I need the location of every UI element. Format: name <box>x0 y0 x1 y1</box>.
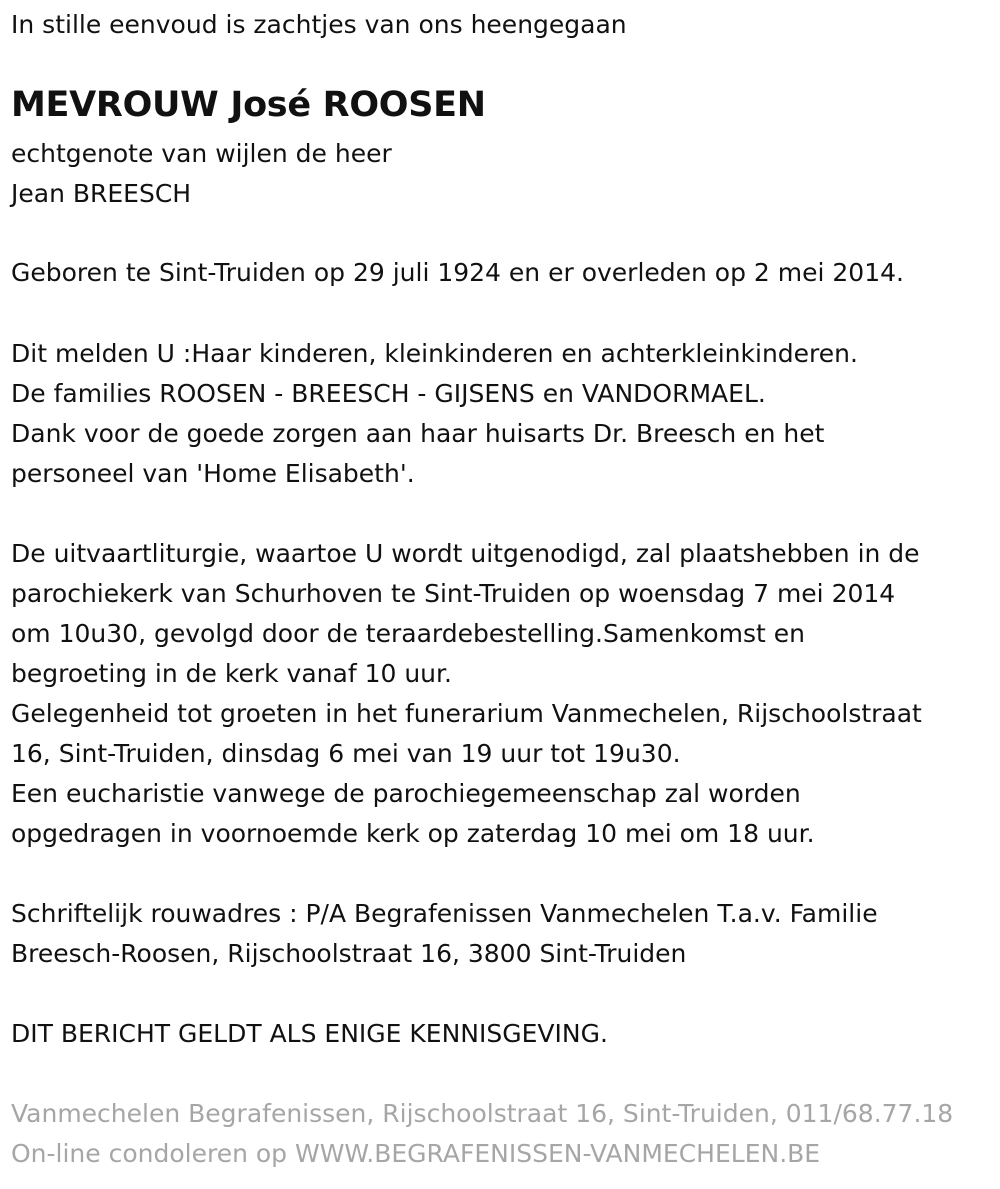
online-condolence-line: On-line condoleren op WWW.BEGRAFENISSEN-VANMECHELEN.BE <box>11 1139 821 1168</box>
funeral-line: opgedragen in voornoemde kerk op zaterdag 10 mei om 18 uur. <box>11 819 815 848</box>
funeral-line: De uitvaartliturgie, waartoe U wordt uitgenodigd, zal plaatshebben in de <box>11 539 920 568</box>
funeral-line: Een eucharistie vanwege de parochiegemeenschap zal worden <box>11 779 801 808</box>
address-line: Breesch-Roosen, Rijschoolstraat 16, 3800 Sint-Truiden <box>11 939 687 968</box>
family-line: Dank voor de goede zorgen aan haar huisarts Dr. Breesch en het <box>11 419 825 448</box>
family-section <box>11 334 858 494</box>
funeral-home-contact: Vanmechelen Begrafenissen, Rijschoolstraat 16, Sint-Truiden, 011/68.77.18 <box>11 1099 954 1128</box>
family-line: Dit melden U :Haar kinderen, kleinkinderen en achterkleinkinderen. <box>11 339 858 368</box>
deceased-name: MEVROUW José ROOSEN <box>11 85 486 125</box>
birth-death-line: Geboren te Sint-Truiden op 29 juli 1924 en er overleden op 2 mei 2014. <box>11 258 904 287</box>
funeral-home-footer <box>11 1094 953 1174</box>
funeral-section <box>11 534 922 854</box>
sole-notice-line: DIT BERICHT GELDT ALS ENIGE KENNISGEVING. <box>11 1019 608 1048</box>
address-line: Schriftelijk rouwadres : P/A Begrafenissen Vanmechelen T.a.v. Familie <box>11 899 878 928</box>
intro-text: In stille eenvoud is zachtjes van ons heengegaan <box>11 10 627 39</box>
sole-notice-section <box>11 1014 608 1054</box>
spouse-line: Jean BREESCH <box>11 179 192 208</box>
spouse-section <box>11 134 392 214</box>
funeral-line: Gelegenheid tot groeten in het funerarium Vanmechelen, Rijschoolstraat <box>11 699 922 728</box>
funeral-line: begroeting in de kerk vanaf 10 uur. <box>11 659 452 688</box>
family-line: De families ROOSEN - BREESCH - GIJSENS en VANDORMAEL. <box>11 379 766 408</box>
family-line: personeel van 'Home Elisabeth'. <box>11 459 415 488</box>
funeral-line: parochiekerk van Schurhoven te Sint-Truiden op woensdag 7 mei 2014 <box>11 579 896 608</box>
funeral-line: 16, Sint-Truiden, dinsdag 6 mei van 19 uur tot 19u30. <box>11 739 681 768</box>
spouse-line: echtgenote van wijlen de heer <box>11 139 392 168</box>
mourning-address-section <box>11 894 878 974</box>
funeral-line: om 10u30, gevolgd door de teraardebestelling.Samenkomst en <box>11 619 805 648</box>
birth-death-section <box>11 253 904 293</box>
